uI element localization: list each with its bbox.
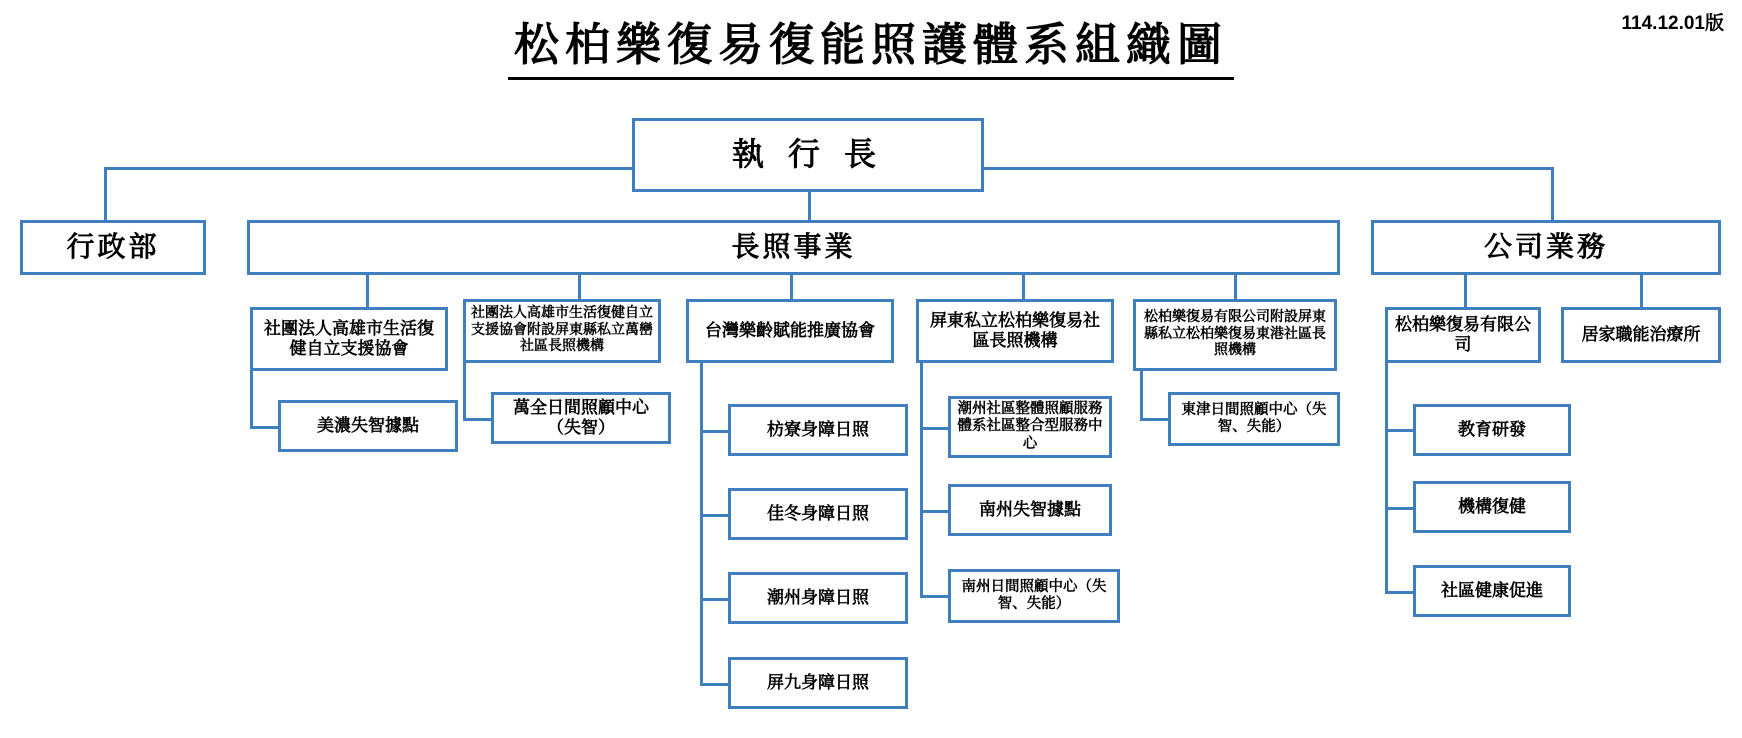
node-ltc[interactable]: 長照事業 — [247, 220, 1340, 275]
connector-pingtung-branch-1 — [920, 427, 948, 430]
node-pingtung-institution[interactable]: 屏東私立松柏樂復易社區長照機構 — [916, 299, 1114, 363]
node-wanquan-daycare[interactable]: 萬全日間照顧中心（失智） — [491, 392, 671, 444]
connector-pingtung-branch-3 — [920, 595, 948, 598]
connector-laoling-branch-1 — [700, 430, 728, 433]
connector-company-child-2 — [1640, 271, 1643, 307]
connector-songbo-branch-2 — [1385, 507, 1413, 510]
node-nanzhou-daycare[interactable]: 南州日間照顧中心（失智、失能） — [948, 569, 1120, 623]
connector-ltc-child-1 — [366, 271, 369, 307]
connector-donggang-branch-1 — [1140, 418, 1168, 421]
connector-bus-company — [1551, 167, 1554, 220]
node-education-rnd[interactable]: 教育研發 — [1413, 404, 1571, 456]
connector-wanluan-spine — [463, 363, 466, 419]
node-jiadong-daycare[interactable]: 佳冬身障日照 — [728, 488, 908, 540]
node-assoc-kaohsiung[interactable]: 社團法人高雄市生活復健自立支援協會 — [250, 307, 448, 371]
node-taiwan-laoling[interactable]: 台灣樂齡賦能推廣協會 — [686, 299, 894, 363]
node-community-health[interactable]: 社區健康促進 — [1413, 565, 1571, 617]
connector-company-child-1 — [1464, 271, 1467, 307]
node-fangliao-daycare[interactable]: 枋寮身障日照 — [728, 404, 908, 456]
connector-laoling-branch-2 — [700, 514, 728, 517]
connector-songbo-spine — [1385, 363, 1388, 593]
connector-assoc-kh-branch-1 — [250, 426, 278, 429]
page-title-text: 松柏樂復易復能照護體系組織圖 — [508, 8, 1234, 80]
node-admin[interactable]: 行政部 — [20, 220, 206, 275]
connector-pingtung-branch-2 — [920, 510, 948, 513]
connector-laoling-spine — [700, 363, 703, 685]
node-ceo[interactable]: 執 行 長 — [632, 118, 984, 192]
node-nanzhou-dementia-site[interactable]: 南州失智據點 — [948, 484, 1112, 536]
node-wanluan-institution[interactable]: 社團法人高雄市生活復健自立支援協會附設屏東縣私立萬巒社區長照機構 — [463, 299, 661, 363]
connector-pingtung-spine — [920, 363, 923, 597]
connector-songbo-branch-3 — [1385, 591, 1413, 594]
connector-assoc-kh-spine — [250, 371, 253, 427]
node-pingjiu-daycare[interactable]: 屏九身障日照 — [728, 657, 908, 709]
connector-songbo-branch-1 — [1385, 429, 1413, 432]
connector-laoling-branch-4 — [700, 683, 728, 686]
version-label: 114.12.01版 — [1621, 13, 1724, 34]
connector-bus-admin — [104, 167, 107, 220]
node-chaozhou-daycare[interactable]: 潮州身障日照 — [728, 572, 908, 624]
connector-laoling-branch-3 — [700, 598, 728, 601]
connector-wanluan-branch-1 — [463, 418, 491, 421]
node-songbo-company[interactable]: 松柏樂復易有限公司 — [1385, 307, 1541, 363]
node-home-ot-clinic[interactable]: 居家職能治療所 — [1561, 307, 1721, 363]
node-donggang-institution[interactable]: 松柏樂復易有限公司附設屏東縣私立松柏樂復易東港社區長照機構 — [1133, 299, 1337, 371]
node-company[interactable]: 公司業務 — [1371, 220, 1721, 275]
page-title — [0, 8, 1742, 80]
node-meinong-dementia-site[interactable]: 美濃失智據點 — [278, 400, 458, 452]
node-chaozhou-a-center[interactable]: 潮州社區整體照顧服務體系社區整合型服務中心 — [948, 396, 1112, 458]
connector-donggang-spine — [1140, 371, 1143, 421]
node-institution-rehab[interactable]: 機構復健 — [1413, 481, 1571, 533]
node-dongjin-daycare[interactable]: 東津日間照顧中心（失智、失能） — [1168, 392, 1340, 446]
